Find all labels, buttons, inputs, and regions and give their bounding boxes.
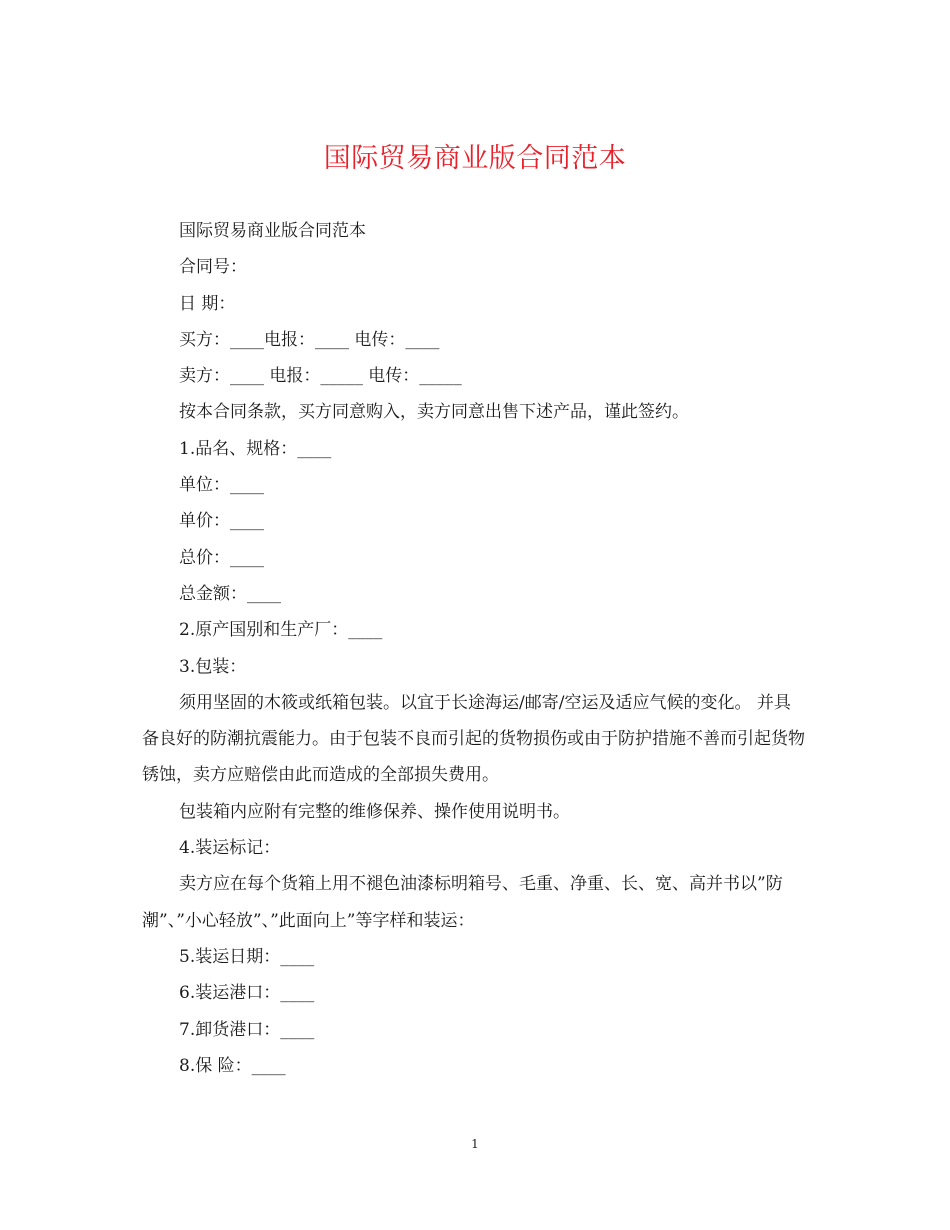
paragraph-insurance: 8.保 险：____ <box>179 1055 286 1076</box>
paragraph-agreement: 按本合同条款，买方同意购入，卖方同意出售下述产品，谨此签约。 <box>179 402 689 423</box>
paragraph-heading: 国际贸易商业版合同范本 <box>179 221 366 241</box>
paragraph-total-amount: 总金额：____ <box>179 583 281 604</box>
paragraph-discharge-port: 7.卸货港口：____ <box>179 1019 315 1040</box>
page-number: 1 <box>471 1137 479 1151</box>
paragraph-seller: 卖方：____ 电报：_____ 电传：_____ <box>179 366 462 387</box>
paragraph-marking-heading: 4.装运标记： <box>179 838 281 859</box>
document-title: 国际贸易商业版合同范本 <box>323 143 627 174</box>
paragraph-marking-detail: 卖方应在每个货箱上用不褪色油漆标明箱号、毛重、净重、长、宽、高并书以”防潮”、”小心轻放”、”此面向上”等字样和装运： <box>142 874 783 931</box>
paragraph-packing-heading: 3.包装： <box>179 656 247 677</box>
paragraph-total-price: 总价：____ <box>179 547 264 568</box>
paragraph-contract-number: 合同号： <box>179 257 247 278</box>
paragraph-buyer: 买方：____电报：____ 电传：____ <box>179 329 440 350</box>
paragraph-date: 日 期： <box>179 293 236 314</box>
document-body <box>142 213 807 1084</box>
paragraph-item-spec: 1.品名、规格：____ <box>179 438 332 459</box>
paragraph-origin: 2.原产国别和生产厂：____ <box>179 620 383 641</box>
paragraph-loading-port: 6.装运港口：____ <box>179 983 315 1004</box>
paragraph-unit: 单位：____ <box>179 475 264 496</box>
paragraph-unit-price: 单价：____ <box>179 511 264 532</box>
paragraph-shipment-date: 5.装运日期：____ <box>179 946 315 967</box>
paragraph-packing-manual: 包装箱内应附有完整的维修保养、操作使用说明书。 <box>179 801 570 822</box>
paragraph-packing-detail: 须用坚固的木筱或纸箱包装。以宜于长途海运/邮寄/空运及适应气候的变化。 并具备良好的防潮抗震能力。由于包装不良而引起的货物损伤或由于防护措施不善而引起货物锈蚀，卖方应赔偿由此而造成的全部损失费用。 <box>142 692 805 786</box>
